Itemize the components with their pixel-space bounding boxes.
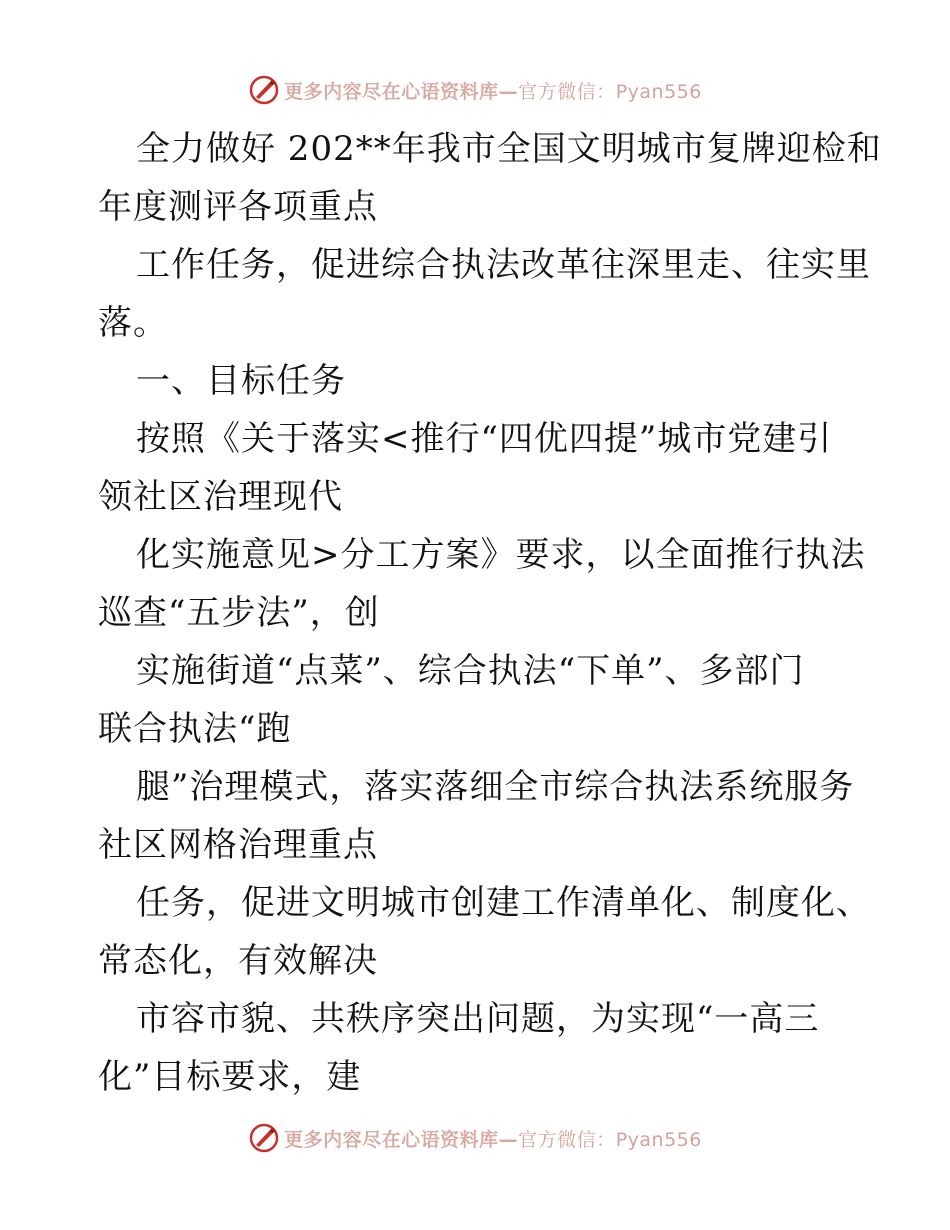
text-line: 市容市貌、共秩序突出问题，为实现“一高三 <box>136 999 820 1039</box>
text-line: 全力做好 202**年我市全国文明城市复牌迎检和 <box>136 129 882 169</box>
banner-text: 更多内容尽在心语资料库—官方微信：Pyan556 <box>284 80 702 103</box>
header-banner <box>0 70 950 110</box>
text-line: 实施街道“点菜”、综合执法“下单”、多部门 <box>136 651 805 691</box>
text-line: 联合执法“跑 <box>98 709 292 749</box>
text-line: 腿”治理模式，落实落细全市综合执法系统服务 <box>136 767 855 807</box>
text-line: 按照《关于落实<推行“四优四提”城市党建引 <box>136 419 833 459</box>
text-line: 任务，促进文明城市创建工作清单化、制度化、 <box>136 883 871 923</box>
footer-banner <box>0 1118 950 1158</box>
text-line: 领社区治理现代 <box>98 477 343 517</box>
text-line: 常态化，有效解决 <box>98 941 378 981</box>
text-line: 落。 <box>98 303 168 343</box>
pen-seal-icon <box>248 1122 280 1154</box>
text-line: 巡查“五步法”，创 <box>98 593 380 633</box>
banner-text: 更多内容尽在心语资料库—官方微信：Pyan556 <box>284 1128 702 1151</box>
pen-seal-icon <box>248 74 280 106</box>
document-body <box>98 120 882 1106</box>
text-line: 化实施意见>分工方案》要求，以全面推行执法 <box>136 535 866 575</box>
text-line: 化”目标要求，建 <box>98 1057 362 1097</box>
section-heading: 一、目标任务 <box>136 361 346 401</box>
text-line: 年度测评各项重点 <box>98 187 378 227</box>
text-line: 社区网格治理重点 <box>98 825 378 865</box>
text-line: 工作任务，促进综合执法改革往深里走、往实里 <box>136 245 871 285</box>
